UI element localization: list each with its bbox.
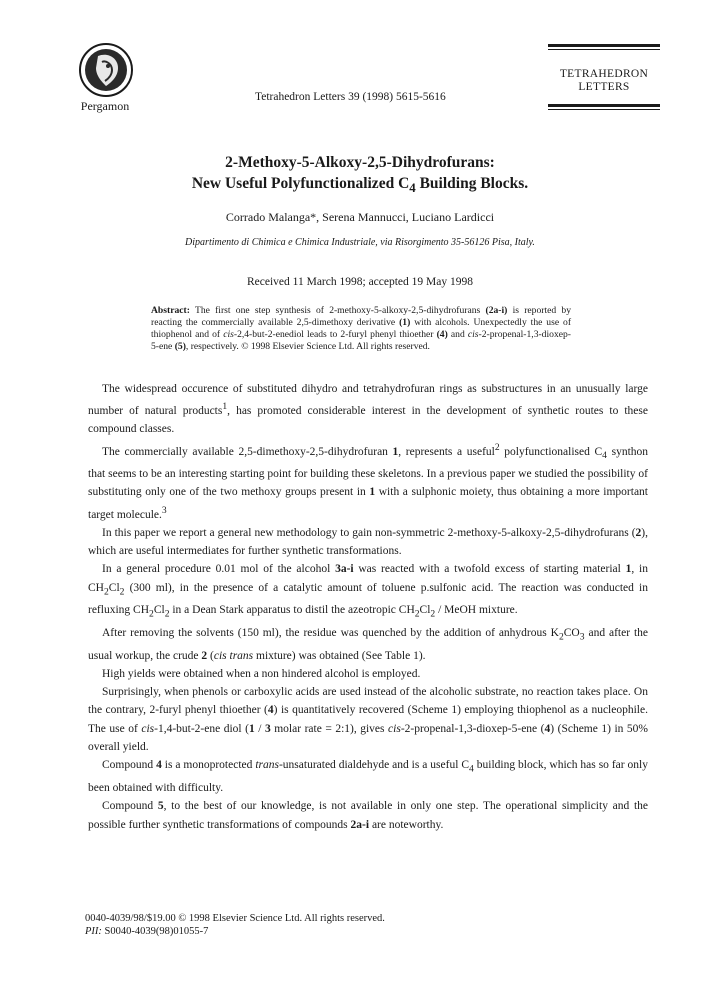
- masthead-rule-bottom: [548, 104, 660, 107]
- journal-citation: Tetrahedron Letters 39 (1998) 5615-5616: [255, 91, 446, 103]
- paragraph-7: Surprisingly, when phenols or carboxylic acids are used instead of the alcoholic substrate, no reaction takes place. On the contrary, 2-furyl phenyl thioether (4) is quantitatively recovered (Scheme 1) employing thiophenol as a nucleophile. The use of cis-1,4-but-2-ene diol (1 / 3 molar rate = 2:1), gives cis-2-propenal-1,3-dioxep-5-ene (4) (Scheme 1) in 50% overall yield.: [88, 686, 648, 754]
- paragraph-8: Compound 4 is a monoprotected trans-unsaturated dialdehyde and is a useful $C_4$ building block, which has so far only been obtained with difficulty.: [88, 759, 648, 794]
- paragraph-5: After removing the solvents (150 ml), the residue was quenched by the addition of anhydrous $K_2CO_3$ and after the usual workup, the crude 2 (cis trans mixture) was obtained (See Table 1).: [88, 626, 649, 662]
- pii-line: [85, 925, 385, 938]
- journal-name-line2: LETTERS: [578, 81, 630, 93]
- paragraph-1: The widespread occurence of substituted dihydro and tetrahydrofuran rings as substructures in an unusually large number of natural products$^1$, has promoted considerable interest in the development of synthetic routes to these compound classes.: [88, 383, 648, 436]
- publisher-logo-icon: [78, 42, 134, 98]
- page-footer: [85, 912, 385, 938]
- paragraph-3: In this paper we report a general new methodology to gain non-symmetric 2-methoxy-5-alkoxy-2,5-dihydrofurans (2), which are useful intermediates for further synthetic transformations.: [88, 526, 648, 558]
- pii-value: S0040-4039(98)01055-7: [101, 926, 209, 937]
- abstract: Abstract: The first one step synthesis of 2-methoxy-5-alkoxy-2,5-dihydrofurans (2a-i) is reported by reacting the commercially available 2,5-dimethoxy derivative (1) with alcohols. Unexpectedly the use of thiophenol and of cis-2,4-but-2-enediol leads to 2-furyl phenyl thioether (4) and cis-2-propenal-1,3-dioxep-5-ene (5), respectively. © 1998 Elsevier Science Ltd. All rights reserved.: [151, 305, 572, 352]
- abstract-label: Abstract:: [151, 305, 190, 316]
- paragraph-6: High yields were obtained when a non hindered alcohol is employed.: [102, 667, 421, 680]
- masthead-rule-top-thin: [548, 49, 660, 50]
- article-body: [88, 380, 648, 834]
- title-line-2: New Useful Polyfunctionalized $C_4$ Building Blocks.: [191, 175, 529, 196]
- paragraph-9: Compound 5, to the best of our knowledge, is not available in only one step. The operational simplicity and the possible further synthetic transformations of compounds 2a-i are noteworthy.: [88, 800, 648, 831]
- paragraph-4: In a general procedure 0.01 mol of the alcohol 3a-i was reacted with a twofold excess of starting material 1, in $CH_2Cl_2$ (300 ml), in the presence of a catalytic amount of toluene p.sulfonic acid. The reaction was conducted in refluxing $CH_2Cl_2$ in a Dean Stark apparatus to distil the azeotropic $CH_2Cl_2$ / MeOH mixture.: [88, 563, 648, 620]
- publisher-logo: [78, 42, 134, 98]
- copyright-line: 0040-4039/98/$19.00 © 1998 Elsevier Science Ltd. All rights reserved.: [85, 913, 385, 924]
- title-line-1: 2-Methoxy-5-Alkoxy-2,5-Dihydrofurans:: [225, 154, 495, 171]
- affiliation: Dipartimento di Chimica e Chimica Industriale, via Risorgimento 35-56126 Pisa, Italy.: [185, 237, 535, 248]
- paragraph-2: The commercially available 2,5-dimethoxy-2,5-dihydrofuran 1, represents a useful$^2$ polyfunctionalised $C_4$ synthon that seems to be an interesting starting point for building these skeletons. In a previous paper we studied the possibility of substituting only one of the two methoxy groups present in 1 with a sulphonic moiety, thus obtaining a more important target molecule.$^3$: [88, 441, 649, 521]
- publisher-name: Pergamon: [80, 99, 130, 113]
- journal-name: [548, 68, 660, 94]
- journal-name-line1: TETRAHEDRON: [559, 68, 649, 80]
- pii-label: PII:: [85, 926, 102, 937]
- masthead-rule-top: [548, 44, 660, 47]
- authors: Corrado Malanga*, Serena Mannucci, Luciano Lardicci: [225, 210, 495, 224]
- masthead-rule-bottom-thin: [548, 109, 660, 110]
- article-title: [80, 152, 640, 198]
- journal-masthead: [548, 44, 660, 110]
- received-dates: Received 11 March 1998; accepted 19 May 1998: [247, 276, 473, 288]
